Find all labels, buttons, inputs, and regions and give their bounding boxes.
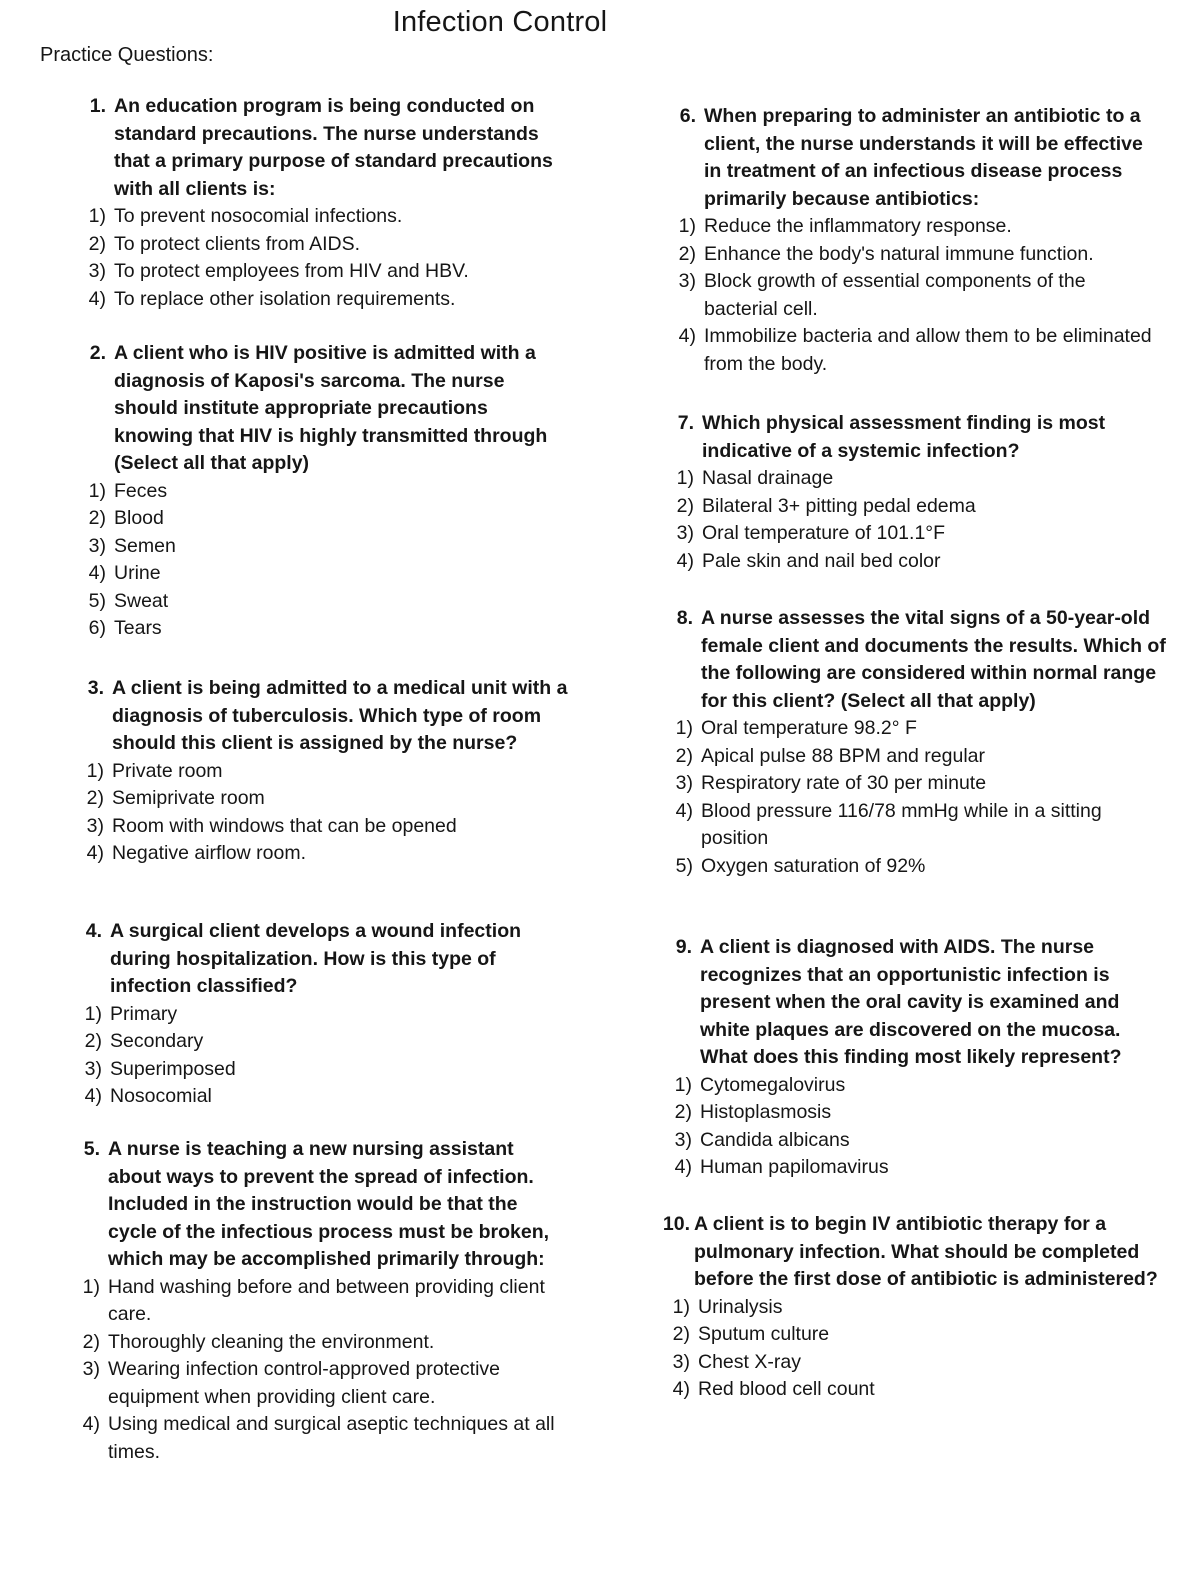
option-number: 3) — [675, 772, 693, 794]
option-text: Primary — [110, 1002, 178, 1025]
option-number: 1) — [86, 759, 104, 782]
option-number: 1) — [676, 467, 694, 489]
option-number: 1) — [678, 215, 696, 237]
option-text: Superimposed — [110, 1057, 236, 1080]
option-text: Hand washing before and between providing client care. — [108, 1275, 545, 1325]
question-text: A client is being admitted to a medical unit with a diagnosis of tuberculosis. Which type of room should this client is assigned by the nurse? — [112, 677, 568, 754]
answer-option — [662, 268, 1162, 323]
answer-option — [658, 1127, 1168, 1155]
option-number: 6) — [88, 617, 106, 639]
answer-options — [72, 478, 572, 643]
question-9 — [658, 934, 1168, 1182]
question-stem — [72, 340, 572, 478]
option-text: Secondary — [110, 1030, 204, 1052]
option-number: 1) — [88, 479, 106, 502]
question-text: A nurse is teaching a new nursing assistant about ways to prevent the spread of infection. Included in the instruction would be that the cycle of the infectious process must be broken, which may be accomplished primarily through: — [108, 1138, 550, 1270]
option-number: 5) — [675, 854, 693, 877]
question-number: 7. — [677, 412, 694, 434]
answer-option — [70, 840, 570, 868]
option-text: Nosocomial — [110, 1085, 212, 1107]
answer-option — [72, 588, 572, 616]
option-text: Urine — [114, 562, 161, 584]
question-stem — [660, 410, 1160, 465]
question-4 — [68, 918, 568, 1111]
option-number: 4) — [82, 1413, 100, 1435]
answer-option — [660, 465, 1160, 493]
question-stem — [659, 605, 1169, 715]
option-text: To protect employees from HIV and HBV. — [114, 260, 469, 282]
option-number: 2) — [86, 787, 104, 809]
answer-option — [70, 758, 570, 786]
question-number: 6. — [679, 105, 696, 127]
option-number: 2) — [676, 494, 694, 517]
section-subtitle: Practice Questions: — [40, 44, 214, 66]
option-text: Negative airflow room. — [112, 842, 306, 864]
option-text: Thoroughly cleaning the environment. — [108, 1330, 435, 1353]
answer-option — [656, 1294, 1166, 1322]
option-number: 3) — [676, 522, 694, 544]
question-3 — [70, 675, 570, 868]
answer-option — [656, 1376, 1166, 1404]
answer-option — [66, 1411, 566, 1466]
answer-option — [68, 1056, 568, 1084]
option-text: Using medical and surgical aseptic techniques at all times. — [108, 1413, 555, 1463]
answer-option — [72, 615, 572, 643]
question-text: A client is to begin IV antibiotic therapy for a pulmonary infection. What should be completed before the first dose of antibiotic is administered? — [694, 1213, 1158, 1290]
answer-option — [72, 258, 572, 286]
answer-option — [66, 1356, 566, 1411]
option-number: 4) — [674, 1156, 692, 1178]
question-text: A surgical client develops a wound infection during hospitalization. How is this type of infection classified? — [110, 920, 522, 997]
question-number: 9. — [675, 936, 692, 958]
option-text: To replace other isolation requirements. — [114, 287, 456, 310]
answer-option — [660, 548, 1160, 576]
option-text: Urinalysis — [698, 1295, 783, 1318]
option-number: 1) — [84, 1002, 102, 1025]
question-2 — [72, 340, 572, 643]
option-text: Apical pulse 88 BPM and regular — [701, 744, 985, 767]
option-number: 1) — [672, 1295, 690, 1318]
answer-option — [66, 1329, 566, 1357]
option-text: Nasal drainage — [702, 467, 834, 489]
option-text: Cytomegalovirus — [700, 1073, 846, 1096]
option-number: 3) — [86, 814, 104, 837]
answer-option — [66, 1274, 566, 1329]
answer-option — [68, 1083, 568, 1111]
option-number: 2) — [82, 1330, 100, 1353]
option-number: 4) — [678, 325, 696, 347]
answer-option — [72, 505, 572, 533]
option-text: Histoplasmosis — [700, 1101, 832, 1123]
answer-option — [68, 1028, 568, 1056]
question-stem — [656, 1211, 1166, 1294]
option-number: 2) — [672, 1323, 690, 1345]
option-number: 4) — [676, 549, 694, 572]
option-number: 2) — [88, 232, 106, 255]
option-number: 2) — [84, 1030, 102, 1052]
answer-option — [70, 785, 570, 813]
option-number: 3) — [678, 270, 696, 292]
option-text: Private room — [112, 759, 223, 782]
question-number: 1. — [89, 95, 106, 117]
option-text: To protect clients from AIDS. — [114, 232, 361, 255]
option-number: 3) — [84, 1057, 102, 1080]
answer-options — [70, 758, 570, 868]
option-number: 3) — [88, 260, 106, 282]
option-number: 4) — [86, 842, 104, 864]
answer-option — [72, 533, 572, 561]
option-number: 1) — [88, 205, 106, 227]
option-text: Wearing infection control-approved protective equipment when providing client care. — [108, 1358, 501, 1408]
answer-options — [658, 1072, 1168, 1182]
question-text: A client is diagnosed with AIDS. The nurse recognizes that an opportunistic infection is present when the oral cavity is examined and white plaques are discovered on the mucosa. What does this finding most likely represent? — [700, 936, 1122, 1068]
answer-option — [658, 1072, 1168, 1100]
option-text: Semen — [114, 534, 176, 557]
question-number: 3. — [87, 677, 104, 699]
option-number: 2) — [678, 242, 696, 265]
option-number: 4) — [84, 1085, 102, 1107]
option-text: Block growth of essential components of the bacterial cell. — [704, 270, 1086, 320]
question-text: A nurse assesses the vital signs of a 50-year-old female client and documents the results. Which of the following are considered within normal range for this client? (Select all that apply) — [701, 607, 1166, 712]
question-number: 2. — [89, 342, 106, 364]
option-text: Sputum culture — [698, 1323, 830, 1345]
question-stem — [68, 918, 568, 1001]
option-text: Oral temperature of 101.1°F — [702, 522, 945, 544]
option-number: 5) — [88, 589, 106, 612]
option-number: 3) — [82, 1358, 100, 1380]
answer-option — [660, 493, 1160, 521]
question-1 — [72, 93, 572, 313]
answer-options — [72, 203, 572, 313]
answer-option — [656, 1321, 1166, 1349]
answer-option — [72, 478, 572, 506]
option-text: Immobilize bacteria and allow them to be eliminated from the body. — [704, 325, 1152, 375]
question-stem — [658, 934, 1168, 1072]
answer-option — [72, 560, 572, 588]
answer-option — [72, 231, 572, 259]
option-number: 3) — [674, 1128, 692, 1151]
question-6 — [662, 103, 1162, 378]
answer-option — [660, 520, 1160, 548]
option-number: 4) — [675, 799, 693, 822]
question-number: 5. — [83, 1138, 100, 1160]
answer-option — [70, 813, 570, 841]
option-number: 3) — [88, 534, 106, 557]
answer-option — [656, 1349, 1166, 1377]
answer-options — [66, 1274, 566, 1467]
answer-option — [72, 286, 572, 314]
option-number: 4) — [672, 1378, 690, 1400]
answer-option — [662, 241, 1162, 269]
question-text: When preparing to administer an antibiotic to a client, the nurse understands it will be effective in treatment of an infectious disease process primarily because antibiotics: — [704, 105, 1143, 210]
option-text: Tears — [114, 617, 162, 639]
option-text: Oxygen saturation of 92% — [701, 854, 926, 877]
option-text: Chest X-ray — [698, 1350, 801, 1373]
answer-option — [659, 853, 1169, 881]
question-10 — [656, 1211, 1166, 1404]
option-text: Sweat — [114, 589, 169, 612]
option-text: Bilateral 3+ pitting pedal edema — [702, 494, 976, 517]
option-number: 4) — [88, 287, 106, 310]
question-text: A client who is HIV positive is admitted with a diagnosis of Kaposi's sarcoma. The nurse should institute appropriate precautions knowing that HIV is highly transmitted through (Select all that apply) — [114, 342, 548, 474]
option-text: Enhance the body's natural immune function. — [704, 242, 1094, 265]
option-text: Red blood cell count — [698, 1378, 875, 1400]
document-title: Infection Control — [392, 6, 608, 38]
question-number: 10. — [662, 1213, 690, 1235]
answer-option — [659, 743, 1169, 771]
option-text: Blood — [114, 507, 164, 529]
question-stem — [70, 675, 570, 758]
answer-options — [656, 1294, 1166, 1404]
option-number: 4) — [88, 562, 106, 584]
question-stem — [66, 1136, 566, 1274]
option-number: 1) — [674, 1073, 692, 1096]
option-text: Candida albicans — [700, 1128, 850, 1151]
option-text: Blood pressure 116/78 mmHg while in a sitting position — [701, 799, 1102, 849]
answer-option — [658, 1099, 1168, 1127]
option-text: Room with windows that can be opened — [112, 814, 457, 837]
option-text: Oral temperature 98.2° F — [701, 717, 917, 739]
question-5 — [66, 1136, 566, 1466]
option-text: Feces — [114, 479, 168, 502]
option-number: 1) — [675, 717, 693, 739]
question-number: 4. — [85, 920, 102, 942]
answer-option — [659, 798, 1169, 853]
option-text: To prevent nosocomial infections. — [114, 205, 403, 227]
answer-option — [72, 203, 572, 231]
option-text: Semiprivate room — [112, 787, 265, 809]
option-number: 2) — [88, 507, 106, 529]
answer-option — [659, 770, 1169, 798]
answer-options — [68, 1001, 568, 1111]
question-stem — [662, 103, 1162, 213]
option-number: 1) — [82, 1275, 100, 1298]
question-text: Which physical assessment finding is most indicative of a systemic infection? — [702, 412, 1106, 462]
question-stem — [72, 93, 572, 203]
answer-option — [662, 323, 1162, 378]
option-number: 3) — [672, 1350, 690, 1373]
option-text: Pale skin and nail bed color — [702, 549, 941, 572]
option-text: Human papilomavirus — [700, 1156, 889, 1178]
question-text: An education program is being conducted on standard precautions. The nurse understands that a primary purpose of standard precautions with all clients is: — [114, 95, 553, 200]
option-number: 2) — [675, 744, 693, 767]
answer-option — [658, 1154, 1168, 1182]
answer-options — [662, 213, 1162, 378]
question-number: 8. — [676, 607, 693, 629]
answer-options — [659, 715, 1169, 880]
option-number: 2) — [674, 1101, 692, 1123]
option-text: Respiratory rate of 30 per minute — [701, 772, 987, 794]
answer-option — [662, 213, 1162, 241]
answer-option — [68, 1001, 568, 1029]
question-8 — [659, 605, 1169, 880]
answer-option — [659, 715, 1169, 743]
option-text: Reduce the inflammatory response. — [704, 215, 1012, 237]
question-7 — [660, 410, 1160, 575]
answer-options — [660, 465, 1160, 575]
